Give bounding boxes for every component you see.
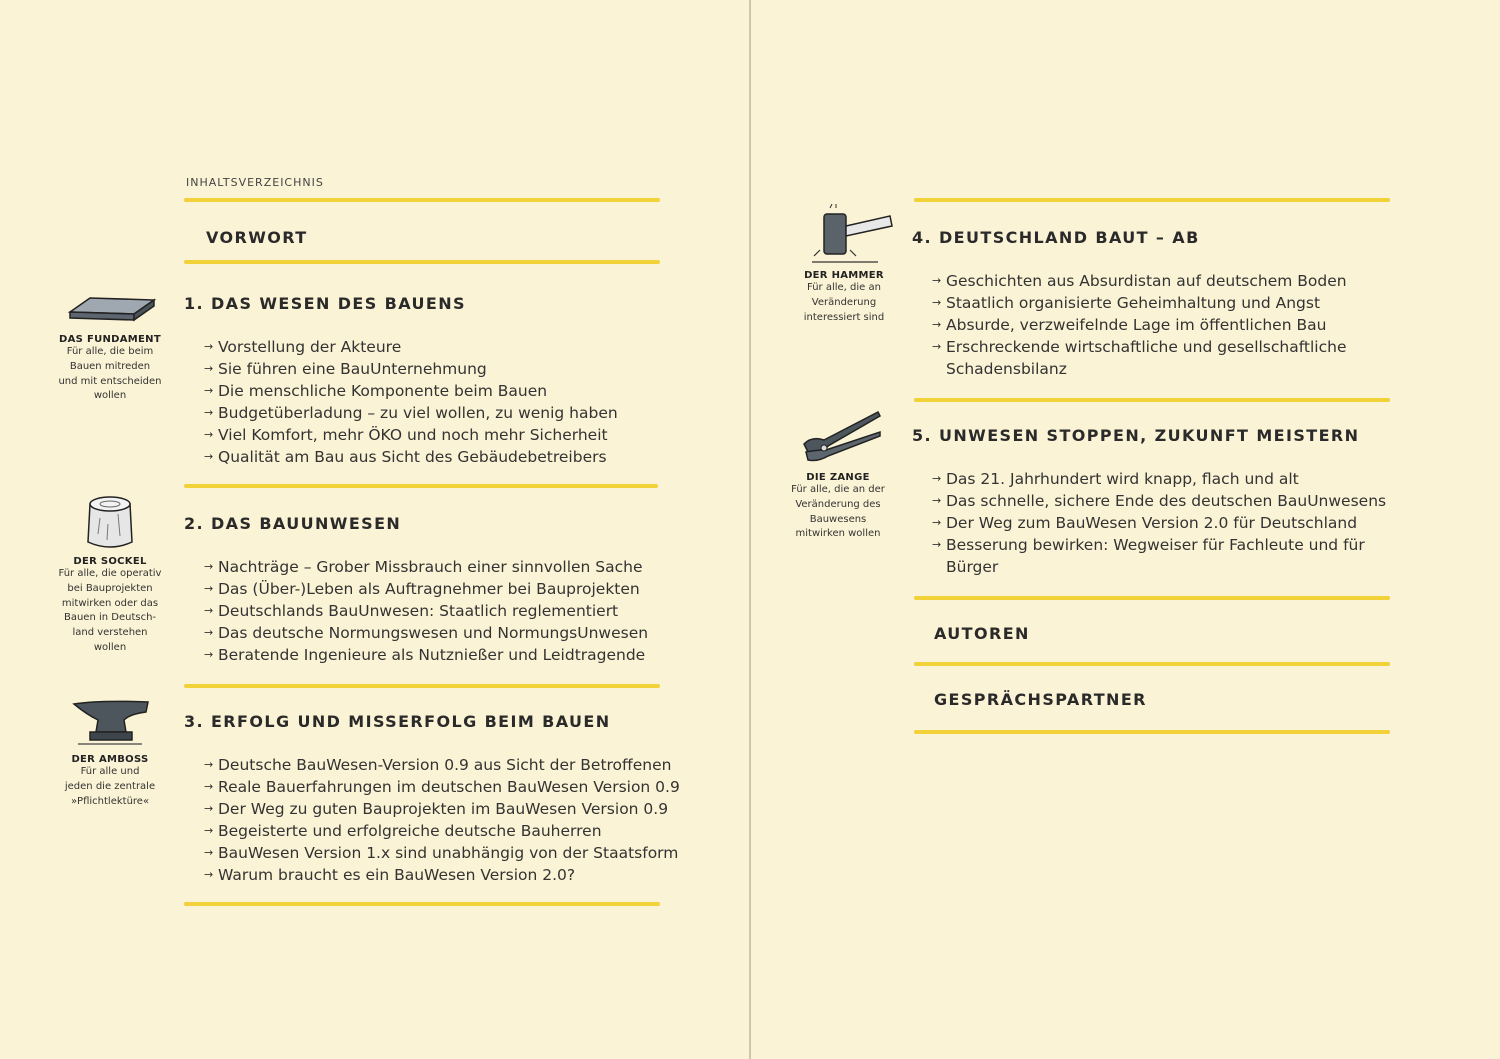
list-item[interactable]: → Begeisterte und erfolgreiche deutsche Bauherren <box>204 820 680 842</box>
toc-chapter-3-title[interactable]: 3. ERFOLG UND MISSERFOLG BEIM BAUEN <box>184 712 611 731</box>
divider <box>184 902 660 906</box>
tool-hammer <box>784 204 904 325</box>
tool-description: Für alle, die operativ bei Bauprojekten mitwirken oder das Bauen in Deutsch- land verstehen wollen <box>58 568 162 653</box>
list-item[interactable]: → Die menschliche Komponente beim Bauen <box>204 380 618 402</box>
list-item[interactable]: → Absurde, verzweifelnde Lage im öffentlichen Bau <box>932 314 1347 336</box>
tool-amboss <box>50 694 170 809</box>
divider <box>184 260 660 264</box>
list-item[interactable]: → Vorstellung der Akteure <box>204 336 618 358</box>
toc-entry-autoren[interactable]: AUTOREN <box>934 624 1030 643</box>
tool-name: DER AMBOSS <box>71 754 149 765</box>
list-item[interactable]: → Staatlich organisierte Geheimhaltung und Angst <box>932 292 1347 314</box>
anvil-icon <box>60 694 160 750</box>
toc-chapter-1-list <box>204 336 618 468</box>
tool-fundament <box>50 290 170 404</box>
list-item[interactable]: → Sie führen eine BauUnternehmung <box>204 358 618 380</box>
tool-description: Für alle und jeden die zentrale »Pflichtlektüre« <box>64 766 156 807</box>
list-item[interactable]: → Qualität am Bau aus Sicht des Gebäudebetreibers <box>204 446 618 468</box>
divider <box>914 596 1390 600</box>
divider <box>914 198 1390 202</box>
list-item[interactable]: → Deutschlands BauUnwesen: Staatlich reglementiert <box>204 600 648 622</box>
list-item[interactable]: → Viel Komfort, mehr ÖKO und noch mehr Sicherheit <box>204 424 618 446</box>
divider <box>184 684 660 688</box>
foundation-slab-icon <box>60 290 160 330</box>
divider <box>914 398 1390 402</box>
list-item[interactable]: → Erschreckende wirtschaftliche und gesellschaftliche <box>932 336 1347 358</box>
list-item[interactable]: → Deutsche BauWesen-Version 0.9 aus Sicht der Betroffenen <box>204 754 680 776</box>
toc-chapter-4-list <box>932 270 1347 380</box>
tool-name: DIE ZANGE <box>806 472 870 483</box>
tool-sockel <box>50 494 170 656</box>
toc-chapter-4-title[interactable]: 4. DEUTSCHLAND BAUT – AB <box>912 228 1200 247</box>
tool-name: DER SOCKEL <box>73 556 147 567</box>
list-item-continued[interactable]: Bürger <box>946 558 999 576</box>
list-item-continued[interactable]: Schadensbilanz <box>946 360 1067 378</box>
page-fold <box>749 0 751 1059</box>
toc-entry-vorwort[interactable]: VORWORT <box>206 228 308 247</box>
pedestal-stump-icon <box>60 494 160 552</box>
page-label: INHALTSVERZEICHNIS <box>186 176 324 189</box>
pliers-icon <box>788 406 888 468</box>
hammer-icon <box>794 204 894 266</box>
toc-chapter-2-title[interactable]: 2. DAS BAUUNWESEN <box>184 514 402 533</box>
list-item[interactable]: → Der Weg zu guten Bauprojekten im BauWesen Version 0.9 <box>204 798 680 820</box>
list-item[interactable]: → Nachträge – Grober Missbrauch einer sinnvollen Sache <box>204 556 648 578</box>
toc-chapter-5-title[interactable]: 5. UNWESEN STOPPEN, ZUKUNFT MEISTERN <box>912 426 1360 445</box>
divider <box>914 662 1390 666</box>
list-item[interactable]: → Reale Bauerfahrungen im deutschen BauWesen Version 0.9 <box>204 776 680 798</box>
tool-name: DAS FUNDAMENT <box>59 334 161 345</box>
toc-chapter-3-list <box>204 754 680 886</box>
toc-chapter-5-list <box>932 468 1386 578</box>
list-item[interactable]: → Warum braucht es ein BauWesen Version 2.0? <box>204 864 680 886</box>
tool-description: Für alle, die beim Bauen mitreden und mit entscheiden wollen <box>58 346 162 402</box>
list-item[interactable]: → BauWesen Version 1.x sind unabhängig von der Staatsform <box>204 842 680 864</box>
list-item[interactable]: → Das schnelle, sichere Ende des deutschen BauUnwesens <box>932 490 1386 512</box>
toc-chapter-2-list <box>204 556 648 666</box>
divider <box>184 198 660 202</box>
list-item[interactable]: → Geschichten aus Absurdistan auf deutschem Boden <box>932 270 1347 292</box>
tool-zange <box>778 406 898 542</box>
tool-name: DER HAMMER <box>804 270 884 281</box>
list-item[interactable]: → Beratende Ingenieure als Nutznießer und Leidtragende <box>204 644 648 666</box>
list-item[interactable]: → Das (Über-)Leben als Auftragnehmer bei Bauprojekten <box>204 578 648 600</box>
tool-description: Für alle, die an der Veränderung des Bauwesens mitwirken wollen <box>791 484 885 540</box>
divider <box>184 484 658 488</box>
toc-entry-gespraechspartner[interactable]: GESPRÄCHSPARTNER <box>934 690 1147 709</box>
tool-description: Für alle, die an Veränderung interessiert sind <box>803 282 885 323</box>
divider <box>914 730 1390 734</box>
list-item[interactable]: → Budgetüberladung – zu viel wollen, zu wenig haben <box>204 402 618 424</box>
list-item[interactable]: → Das deutsche Normungswesen und NormungsUnwesen <box>204 622 648 644</box>
toc-chapter-1-title[interactable]: 1. DAS WESEN DES BAUENS <box>184 294 466 313</box>
list-item[interactable]: → Der Weg zum BauWesen Version 2.0 für Deutschland <box>932 512 1386 534</box>
list-item[interactable]: → Das 21. Jahrhundert wird knapp, flach und alt <box>932 468 1386 490</box>
list-item[interactable]: → Besserung bewirken: Wegweiser für Fachleute und für <box>932 534 1386 556</box>
